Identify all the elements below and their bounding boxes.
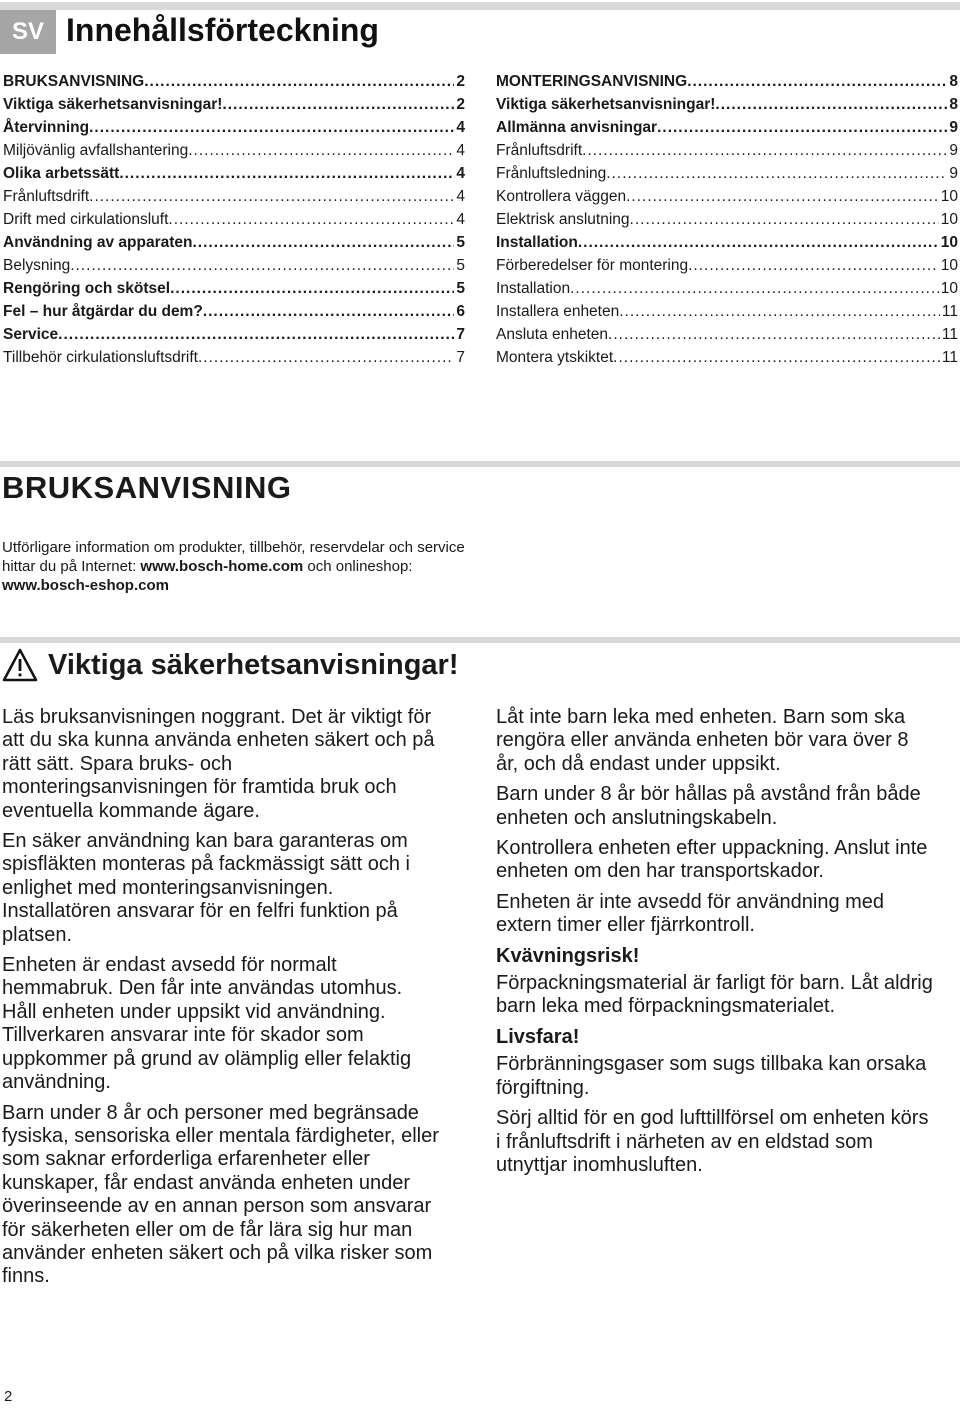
toc-entry-label: Installation xyxy=(496,234,578,251)
toc-entry-page: 8 xyxy=(949,96,958,113)
toc-entry-page: 6 xyxy=(456,303,465,320)
toc-entry-label: Viktiga säkerhetsanvisningar! xyxy=(3,96,223,113)
toc-leader-dots xyxy=(144,70,454,93)
page-title: Innehållsförteckning xyxy=(66,12,379,48)
page-number: 2 xyxy=(4,1388,13,1405)
toc-entry[interactable] xyxy=(3,300,465,323)
intro-paragraph xyxy=(2,538,472,595)
toc-entry-page: 5 xyxy=(456,234,465,251)
toc-entry-label: Frånluftsdrift xyxy=(496,142,583,159)
toc-entry-page: 10 xyxy=(940,211,958,228)
toc-entry[interactable] xyxy=(496,254,958,277)
toc-entry-page: 2 xyxy=(456,96,465,113)
toc-entry-page: 4 xyxy=(456,165,465,182)
toc-entry-page: 10 xyxy=(940,280,958,297)
intro-text-1: Utförligare information om produkter, tillbehör, reservdelar och service hittar du på Internet: xyxy=(2,539,465,575)
suffocation-risk-heading: Kvävningsrisk! xyxy=(496,944,640,967)
toc-entry[interactable] xyxy=(3,70,465,93)
toc-leader-dots xyxy=(657,116,947,139)
toc-leader-dots xyxy=(626,185,939,208)
toc-entry-label: Elektrisk anslutning xyxy=(496,211,630,228)
toc-leader-dots xyxy=(613,346,940,369)
toc-leader-dots xyxy=(608,323,940,346)
toc-entry[interactable] xyxy=(3,116,465,139)
toc-left-column xyxy=(3,70,465,369)
section-heading: BRUKSANVISNING xyxy=(2,470,292,505)
toc-leader-dots xyxy=(192,231,454,254)
toc-entry-page: 10 xyxy=(940,257,958,274)
toc-leader-dots xyxy=(89,185,454,208)
toc-leader-dots xyxy=(570,277,939,300)
toc-entry-page: 7 xyxy=(456,349,465,366)
toc-entry[interactable] xyxy=(496,116,958,139)
toc-entry-label: Kontrollera väggen xyxy=(496,188,627,205)
toc-entry[interactable] xyxy=(496,162,958,185)
toc-entry[interactable] xyxy=(496,300,958,323)
toc-entry[interactable] xyxy=(496,93,958,116)
safety-paragraph: Förbränningsgaser som sugs tillbaka kan orsaka förgiftning. xyxy=(496,1053,927,1099)
safety-right-column xyxy=(496,706,936,1184)
toc-entry[interactable] xyxy=(3,346,465,369)
toc-leader-dots xyxy=(168,208,454,231)
toc-entry[interactable] xyxy=(496,185,958,208)
toc-leader-dots xyxy=(70,254,454,277)
toc-entry-label: Användning av apparaten xyxy=(3,234,193,251)
toc-entry-page: 11 xyxy=(941,326,958,343)
toc-entry-page: 9 xyxy=(949,142,958,159)
toc-entry-page: 10 xyxy=(940,234,958,251)
toc-entry-page: 4 xyxy=(456,119,465,136)
toc-entry-label: Tillbehör cirkulationsluftsdrift xyxy=(3,349,198,366)
section-divider xyxy=(0,461,960,467)
toc-entry-label: Viktiga säkerhetsanvisningar! xyxy=(496,96,716,113)
toc-entry-label: BRUKSANVISNING xyxy=(3,73,145,90)
safety-paragraph: Enheten är inte avsedd för användning med extern timer eller fjärrkontroll. xyxy=(496,890,885,937)
toc-entry[interactable] xyxy=(496,231,958,254)
toc-entry[interactable] xyxy=(3,162,465,185)
toc-entry[interactable] xyxy=(496,70,958,93)
toc-entry[interactable] xyxy=(496,277,958,300)
toc-entry[interactable] xyxy=(3,323,465,346)
toc-entry-label: Förberedelser för montering xyxy=(496,257,689,274)
toc-entry-label: Olika arbetssätt xyxy=(3,165,120,182)
toc-entry-label: Återvinning xyxy=(3,119,90,136)
toc-entry-page: 5 xyxy=(456,280,465,297)
header-bar xyxy=(0,2,960,10)
toc-entry[interactable] xyxy=(496,346,958,369)
toc-entry-page: 4 xyxy=(456,211,465,228)
toc-entry-label: Frånluftsledning xyxy=(496,165,607,182)
toc-leader-dots xyxy=(687,70,947,93)
safety-paragraph: Låt inte barn leka med enheten. Barn som ska rengöra eller använda enheten bör vara över 8 år, och då endast under uppsikt. xyxy=(496,706,909,775)
warning-divider xyxy=(0,637,960,643)
eshop-link[interactable]: www.bosch-eshop.com xyxy=(2,577,169,594)
toc-right-column xyxy=(496,70,958,369)
toc-leader-dots xyxy=(582,139,947,162)
safety-paragraph: Barn under 8 år bör hållas på avstånd från både enheten och anslutningskabeln. xyxy=(496,783,921,829)
safety-paragraph: Förpackningsmaterial är farligt för barn. Låt aldrig barn leka med förpackningsmaterialet. xyxy=(496,972,933,1018)
toc-entry-page: 10 xyxy=(940,188,958,205)
toc-entry[interactable] xyxy=(496,208,958,231)
toc-leader-dots xyxy=(170,277,454,300)
toc-entry-label: MONTERINGSANVISNING xyxy=(496,73,688,90)
toc-entry-label: Installation xyxy=(496,280,571,297)
toc-entry-label: Service xyxy=(3,326,59,343)
toc-leader-dots xyxy=(203,300,455,323)
warning-heading-text: Viktiga säkerhetsanvisningar! xyxy=(48,648,459,681)
toc-entry-label: Miljövänlig avfallshantering xyxy=(3,142,189,159)
toc-entry-label: Ansluta enheten xyxy=(496,326,609,343)
toc-leader-dots xyxy=(715,93,947,116)
safety-paragraph: Sörj alltid för en god lufttillförsel om enheten körs i frånluftsdrift i närheten av en eldstad som utnyttjar inomhusluften. xyxy=(496,1107,929,1176)
toc-entry[interactable] xyxy=(3,208,465,231)
warning-heading xyxy=(2,648,458,682)
toc-leader-dots xyxy=(119,162,454,185)
toc-leader-dots xyxy=(630,208,939,231)
toc-entry-label: Belysning xyxy=(3,257,71,274)
toc-leader-dots xyxy=(188,139,454,162)
toc-leader-dots xyxy=(688,254,939,277)
warning-triangle-icon xyxy=(2,648,38,682)
toc-entry-label: Fel – hur åtgärdar du dem? xyxy=(3,303,203,320)
intro-text-2: och onlineshop: xyxy=(303,558,413,575)
toc-leader-dots xyxy=(58,323,454,346)
toc-entry[interactable] xyxy=(3,277,465,300)
toc-entry-label: Rengöring och skötsel xyxy=(3,280,171,297)
safety-paragraph: Barn under 8 år och personer med begränsade fysiska, sensoriska eller mentala färdigheter, eller som saknar erforderliga erfarenheter eller kunskaper, får endast använda enheten under överinseende av en annan person som ansvarar för säkerheten eller om de får lära sig hur man använder enheten säkert och på vilka risker som finns. xyxy=(2,1101,439,1288)
safety-paragraph: Enheten är endast avsedd för normalt hemmabruk. Den får inte användas utomhus. Håll enheten under uppsikt vid användning. Tillverkaren ansvarar inte för skador som uppkommer på grund av olämplig eller felaktig användning. xyxy=(2,954,412,1094)
toc-entry-page: 11 xyxy=(941,303,958,320)
safety-paragraph: En säker användning kan bara garanteras om spisfläkten monteras på fackmässigt sätt och i enlighet med monteringsanvisningen. Installatören ansvarar för en felfri funktion på platsen. xyxy=(2,830,410,946)
toc-entry[interactable] xyxy=(3,185,465,208)
website-link[interactable]: www.bosch-home.com xyxy=(140,558,304,575)
toc-entry-label: Frånluftsdrift xyxy=(3,188,90,205)
toc-entry-page: 11 xyxy=(941,349,958,366)
safety-paragraph: Läs bruksanvisningen noggrant. Det är viktigt för att du ska kunna använda enheten säkert och på rätt sätt. Spara bruks- och monteringsanvisningen för framtida bruk och eventuella kommande ägare. xyxy=(2,706,435,822)
toc-entry[interactable] xyxy=(3,93,465,116)
danger-to-life-heading: Livsfara! xyxy=(496,1025,580,1048)
toc-leader-dots xyxy=(198,346,454,369)
toc-entry[interactable] xyxy=(3,254,465,277)
safety-paragraph: Kontrollera enheten efter uppackning. Anslut inte enheten om den har transportskador. xyxy=(496,837,928,883)
toc-entry[interactable] xyxy=(496,139,958,162)
language-badge: SV xyxy=(0,10,56,54)
toc-leader-dots xyxy=(89,116,454,139)
toc-entry-label: Allmänna anvisningar xyxy=(496,119,658,136)
toc-entry[interactable] xyxy=(3,231,465,254)
toc-entry-label: Installera enheten xyxy=(496,303,620,320)
toc-leader-dots xyxy=(606,162,947,185)
toc-entry-page: 9 xyxy=(949,119,958,136)
toc-entry[interactable] xyxy=(3,139,465,162)
toc-entry-page: 9 xyxy=(949,165,958,182)
toc-entry-page: 7 xyxy=(456,326,465,343)
toc-entry-page: 5 xyxy=(456,257,465,274)
toc-leader-dots xyxy=(222,93,454,116)
toc-entry-label: Drift med cirkulationsluft xyxy=(3,211,169,228)
toc-entry[interactable] xyxy=(496,323,958,346)
safety-left-column xyxy=(2,706,442,1296)
toc-entry-page: 2 xyxy=(456,73,465,90)
toc-entry-label: Montera ytskiktet xyxy=(496,349,614,366)
toc-leader-dots xyxy=(578,231,939,254)
toc-leader-dots xyxy=(619,300,940,323)
toc-entry-page: 8 xyxy=(949,73,958,90)
toc-entry-page: 4 xyxy=(456,188,465,205)
toc-entry-page: 4 xyxy=(456,142,465,159)
